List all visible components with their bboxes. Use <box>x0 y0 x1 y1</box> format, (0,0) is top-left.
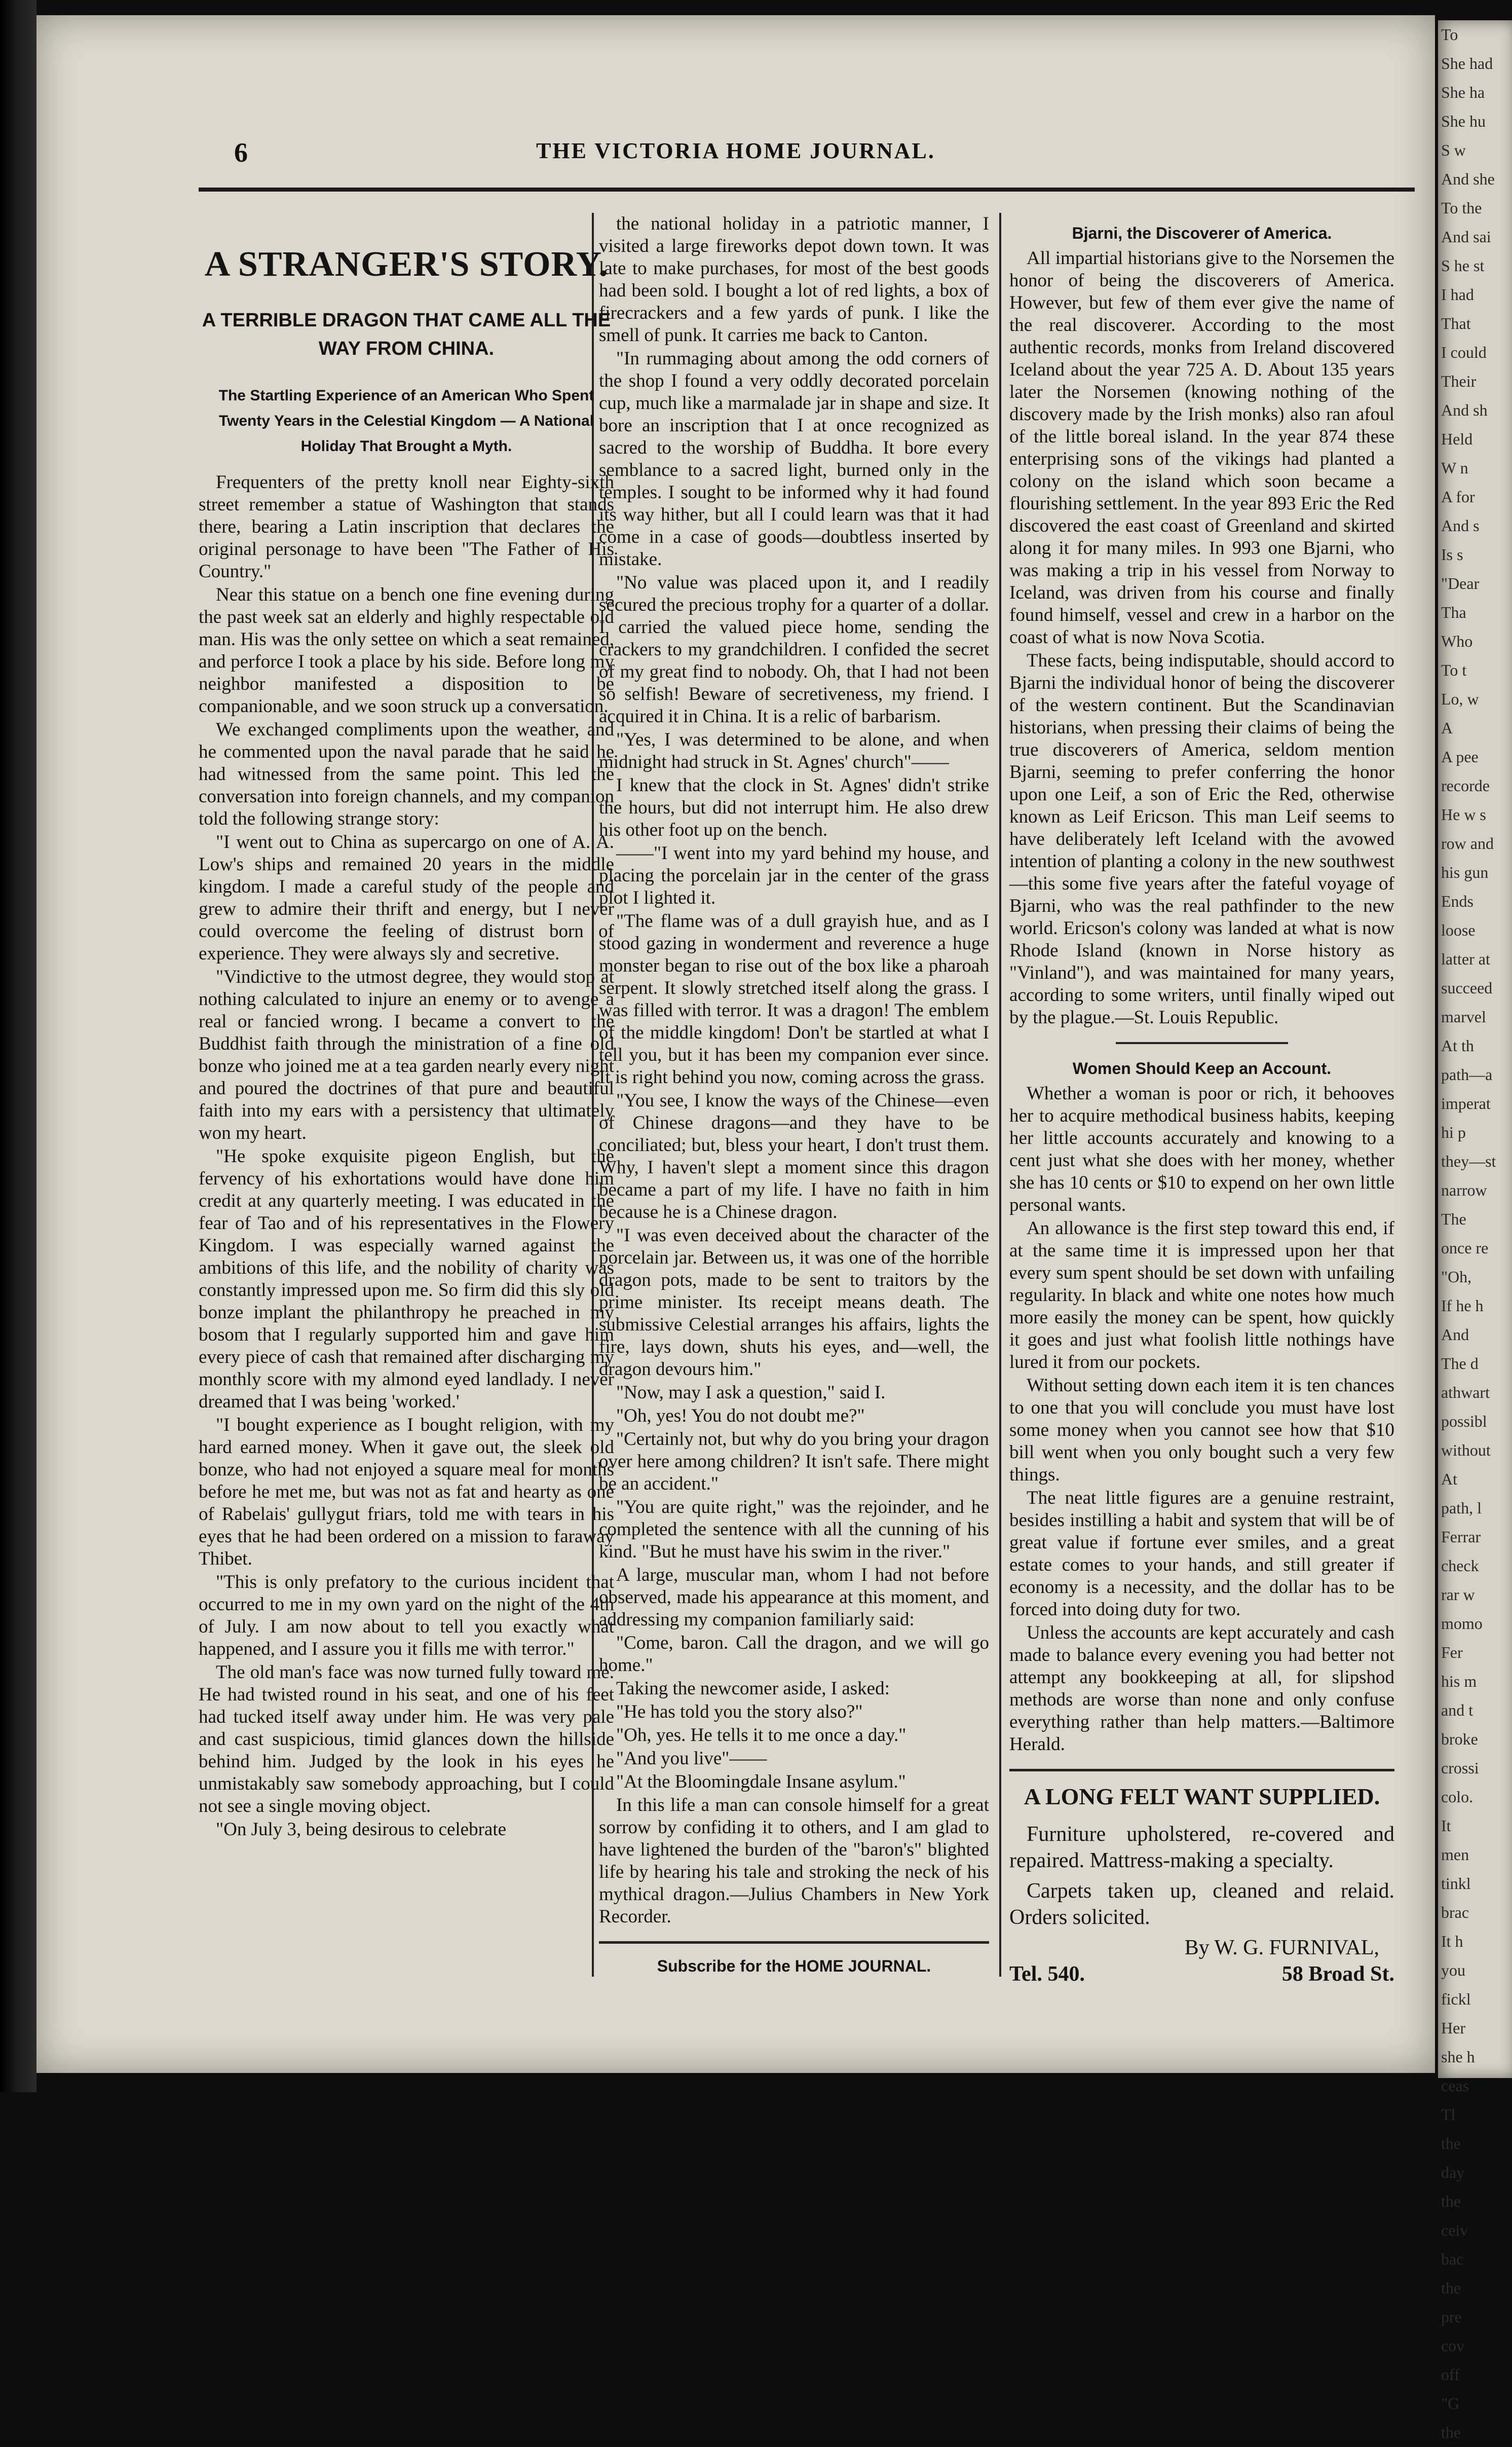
adjacent-page-fragment: The <box>1441 1210 1466 1228</box>
adjacent-page-fragment: fickl <box>1441 1990 1471 2008</box>
paragraph: "At the Bloomingdale Insane asylum." <box>616 1771 906 1792</box>
column-2 <box>599 213 989 2012</box>
adjacent-page-fragment: his m <box>1441 1672 1477 1690</box>
paragraph: Near this statue on a bench one fine evening during the past week sat an elderly and highly respectable old man. His was the only settee on which a seat remained, and perforce I took a place by his side. Before long my neighbor manifested a disposition to be companionable, and we soon struck up a conversation. <box>199 584 614 717</box>
adjacent-page-fragment: And she <box>1441 170 1495 188</box>
adjacent-page-fragment: "Oh, <box>1441 1268 1472 1286</box>
women-title: Women Should Keep an Account. <box>1072 1059 1332 1078</box>
adjacent-page-fragment: momo <box>1441 1614 1483 1633</box>
adjacent-page-fragment: She had <box>1441 54 1493 72</box>
paragraph: "I bought experience as I bought religion, with my hard earned money. When it gave out, the sleek old bonze, who had not enjoyed a square meal for months before he met me, but was not as fat and hearty as one of Rabelais' gullygut friars, told me with tears in his eyes that he had been ordered on a mission to faraway Thibet. <box>199 1415 614 1569</box>
paragraph: "Oh, yes. He tells it to me once a day." <box>616 1725 906 1746</box>
adjacent-page-fragment: path, l <box>1441 1499 1482 1517</box>
adjacent-page-fragment: The d <box>1441 1354 1479 1373</box>
paragraph: I knew that the clock in St. Agnes' didn't strike the hours, but did not interrupt him. He also drew his other foot up on the bench. <box>599 775 989 840</box>
adjacent-page-fragment: without <box>1441 1441 1491 1459</box>
masthead: THE VICTORIA HOME JOURNAL. <box>536 138 935 163</box>
adjacent-page-fragment: At <box>1441 1470 1457 1488</box>
paragraph: Taking the newcomer aside, I asked: <box>616 1678 890 1699</box>
header-rule <box>199 188 1415 192</box>
adjacent-page-fragment: Her <box>1441 2019 1465 2037</box>
adjacent-page-fragment: That <box>1441 314 1471 332</box>
adjacent-page-fragment: Ends <box>1441 892 1473 910</box>
adjacent-page-fragment: pre <box>1441 2308 1462 2326</box>
adjacent-page-fragment: they—st <box>1441 1152 1496 1170</box>
ad-headline: A LONG FELT WANT SUPPLIED. <box>1024 1784 1380 1809</box>
adjacent-page-fragment: If he h <box>1441 1296 1484 1315</box>
newspaper-page <box>36 15 1435 2073</box>
adjacent-page-fragment: S he st <box>1441 256 1485 275</box>
adjacent-page-fragment: off <box>1441 2365 1460 2384</box>
adjacent-page-fragment: the <box>1441 2423 1461 2441</box>
adjacent-page-fragment: "Dear <box>1441 574 1480 592</box>
paragraph: "In rummaging about among the odd corners of the shop I found a very oddly decorated porcelain cup, much like a marmalade jar in shape and size. It bore an inscription that I at once recognized as sacred to the worship of Buddha. It bore every semblance to a sacred light, burned only in the temples. I sought to be informed why it had found its way hither, but all I could learn was that it had come in a case of goods—doubtless inserted by mistake. <box>599 348 989 570</box>
paragraph: "Come, baron. Call the dragon, and we will go home." <box>599 1633 989 1676</box>
adjacent-page-fragment: Tl <box>1441 2105 1456 2124</box>
paragraph: "Yes, I was determined to be alone, and when midnight had struck in St. Agnes' church"—— <box>599 729 989 772</box>
adjacent-page-fragment: the <box>1441 2192 1461 2210</box>
adjacent-page-fragment: Who <box>1441 632 1473 650</box>
adjacent-page-fragment: At th <box>1441 1036 1474 1055</box>
paragraph: ——"I went into my yard behind my house, and placing the porcelain jar in the center of the grass plot I lighted it. <box>599 843 989 908</box>
adjacent-page-fragment: Their <box>1441 372 1477 390</box>
adjacent-page-fragment: And s <box>1441 516 1480 535</box>
adjacent-page-fragment: I could <box>1441 343 1487 361</box>
adjacent-page-fragment: athwart <box>1441 1383 1490 1401</box>
adjacent-page-fragment: day <box>1441 2163 1465 2181</box>
ad-body <box>1009 1821 1394 1931</box>
paragraph: "The flame was of a dull grayish hue, and as I stood gazing in wonderment and reverence a huge monster began to rise out of the box like a pharoah serpent. It slowly stretched itself along the grass. I was filled with terror. It was a dragon! The emblem of the middle kingdom! Don't be startled at what I tell you, but it has been my companion ever since. It is right behind you now, coming across the grass. <box>599 911 989 1088</box>
bjarni-rule <box>1116 1042 1288 1044</box>
paragraph: "I went out to China as supercargo on one of A. A. Low's ships and remained 20 years in the middle kingdom. I made a careful study of the people and grew to admire their thrift and energy, but I never could overcome the feeling of distrust born of experience. They were always sly and secretive. <box>199 832 614 964</box>
paragraph: Without setting down each item it is ten chances to one that you will conclude you must have lost some money when you cannot see how that $10 bill went when you only bought such a very few things. <box>1009 1375 1394 1485</box>
paragraph: "You are quite right," was the rejoinder, and he completed the sentence with all the cunning of his kind. "But he must have his swim in the river." <box>599 1497 989 1562</box>
page-header <box>36 137 1435 182</box>
paragraph: The neat little figures are a genuine restraint, besides instilling a habit and system that will be of great value if fortune ever smiles, and a great estate comes to your hands, and still greater if economy is a necessity, and the dollar has to be forced into doing duty for two. <box>1009 1488 1394 1620</box>
adjacent-page-fragment: latter at <box>1441 950 1490 968</box>
adjacent-page-fragment: and t <box>1441 1701 1473 1719</box>
paragraph: In this life a man can console himself for a great sorrow by confiding it to others, and I am glad to have lightened the burden of the "baron's" blighted life by hearing his tale and stroking the neck of his mythical dragon.—Julius Chambers in New York Recorder. <box>599 1795 989 1927</box>
column-3 <box>1009 213 1394 2012</box>
adjacent-page-fragment: Fer <box>1441 1643 1463 1661</box>
column-2-rule <box>599 1941 989 1944</box>
adjacent-page-fragment: crossi <box>1441 1759 1479 1777</box>
paragraph: Unless the accounts are kept accurately and cash made to balance every evening you had better not attempt any bookkeeping at all, for slipshod methods are worse than none and only confuse everything rather than help matters.—Baltimore Herald. <box>1009 1622 1394 1755</box>
adjacent-page-fragment: A <box>1441 719 1453 737</box>
adjacent-page-fragment: Lo, w <box>1441 690 1479 708</box>
paragraph: "Now, may I ask a question," said I. <box>616 1382 886 1403</box>
paragraph: "This is only prefatory to the curious incident that occurred to me in my own yard on the night of the 4th of July. I am now about to tell you exactly what happened, and I assure you it fills me with terror." <box>199 1572 614 1659</box>
ad-signature: By W. G. FURNIVAL, <box>1184 1936 1379 1959</box>
adjacent-page-fragment: once re <box>1441 1239 1489 1257</box>
adjacent-page-edge <box>1438 20 1512 2441</box>
adjacent-page-fragment: "G <box>1441 2394 1460 2413</box>
stranger-deck: The Startling Experience of an American Who Spent Twenty Years in the Celestial Kingdom — A National Holiday That Brought a Myth. <box>218 387 594 455</box>
adjacent-page-fragment: broke <box>1441 1730 1478 1748</box>
adjacent-page-fragment: imperat <box>1441 1094 1491 1113</box>
adjacent-page-fragment: And sai <box>1441 228 1491 246</box>
adjacent-page-fragment: A for <box>1441 488 1475 506</box>
paragraph: "You see, I know the ways of the Chinese—even of Chinese dragons—and they have to be conciliated; but, bless your heart, I don't trust them. Why, I haven't slept a moment since this dragon became a part of my life. I have no faith in him because he is a Chinese dragon. <box>599 1090 989 1222</box>
adjacent-page-fragment: you <box>1441 1961 1465 1979</box>
paragraph: A large, muscular man, whom I had not before observed, made his appearance at this moment, and addressing my companion familiarly said: <box>599 1565 989 1630</box>
adjacent-page-fragment: check <box>1441 1556 1479 1575</box>
paragraph: "He spoke exquisite pigeon English, but the fervency of his exhortations would have done him credit at any quarterly meeting. I was educated in the fear of Tao and of his representatives in the Flowery Kingdom. I was especially warned against the ambitions of this life, and the nobility of charity was constantly impressed upon me. So firm did this sly old bonze implant the philanthropy he preached in my bosom that I regularly supported him and gave him every piece of cash that remained after discharging my monthly score with my almond eyed landlady. I never dreamed that I was being 'worked.' <box>199 1146 614 1412</box>
ad-address: 58 Broad St. <box>1281 1962 1394 1986</box>
adjacent-page-fragment: He w s <box>1441 805 1486 824</box>
adjacent-page-fragment: She hu <box>1441 112 1486 130</box>
ad-contact <box>1009 1961 1394 1987</box>
column-1 <box>199 213 614 2012</box>
adjacent-page-fragment: It h <box>1441 1932 1463 1950</box>
adjacent-page-fragment: loose <box>1441 921 1476 939</box>
adjacent-page-fragment: bac <box>1441 2250 1464 2268</box>
paragraph: "Certainly not, but why do you bring your dragon over here among children? It isn't safe. There might be an accident." <box>599 1429 989 1494</box>
book-binding-shadow <box>0 0 36 2092</box>
paragraph: "No value was placed upon it, and I readily secured the precious trophy for a quarter of a dollar. I carried the valued piece home, sending the crackers to my grandchildren. I confided the secret of my great find to nobody. Oh, that I had not been so selfish! Beware of secretiveness, my friend. I acquired it in China. It is a relic of barbarism. <box>599 572 989 727</box>
stranger-body-part-2 <box>599 213 989 1928</box>
ad-rule <box>1009 1769 1394 1771</box>
adjacent-page-fragment: recorde <box>1441 776 1490 795</box>
adjacent-page-fragment: I had <box>1441 285 1474 304</box>
adjacent-page-fragment: possibl <box>1441 1412 1487 1430</box>
adjacent-page-fragment: Tha <box>1441 603 1466 621</box>
ad-line: Carpets taken up, cleaned and relaid. Orders solicited. <box>1009 1879 1394 1929</box>
adjacent-page-fragment: Ferrar <box>1441 1528 1481 1546</box>
ad-line: Furniture upholstered, re-covered and repaired. Mattress-making a specialty. <box>1009 1823 1394 1872</box>
adjacent-page-fragment: succeed <box>1441 979 1493 997</box>
subscribe-notice: Subscribe for the HOME JOURNAL. <box>657 1957 931 1975</box>
adjacent-page-fragment: ceiv <box>1441 2221 1468 2239</box>
adjacent-page-fragment: To t <box>1441 661 1467 679</box>
stranger-body-part-1 <box>199 471 614 1841</box>
adjacent-page-fragment: Held <box>1441 430 1473 448</box>
stranger-headline: A STRANGER'S STORY. <box>204 245 609 284</box>
paragraph: These facts, being indisputable, should accord to Bjarni the individual honor of being the discoverer of the western continent. But the Scandinavian historians, when pressing their claims of being the true discoverers of America, seldom mention Bjarni, seeming to prefer conferring the honor upon one Leif, a son of Eric the Red, otherwise known as Leif Ericson. This man Leif seems to have deliberately left Iceland with the avowed intention of planting a colony in the new southwest—this some five years after the fateful voyage of Bjarni, who was the real pathfinder to the new world. Ericson's colony was landed at what is now Rhode Island (known in Norse history as "Vinland"), and was maintained for many years, according to some writers, until finally wiped out by the plague.—St. Louis Republic. <box>1009 650 1394 1028</box>
paragraph: All impartial historians give to the Norsemen the honor of being the discoverers of America. However, but few of them ever give the name of the real discoverer. According to the most authentic records, monks from Ireland discovered Iceland about the year 725 A. D. About 135 years later the Norsemen (knowing nothing of the discovery made by the Irish monks) also ran afoul of the little boreal island. In the year 874 these enterprising sons of the vikings had planted a colony on the island which soon became a flourishing settlement. In the year 893 Eric the Red discovered the east coast of Greenland and skirted along it for many miles. In 993 one Bjarni, who was making a trip in his vessel from Norway to Iceland, was driven from his course and finally found himself, vessel and crew in a harbor on the coast of what is now Nova Scotia. <box>1009 248 1394 648</box>
adjacent-page-fragment: the <box>1441 2279 1461 2297</box>
adjacent-page-fragment: cov <box>1441 2337 1465 2355</box>
adjacent-page-fragment: A pee <box>1441 748 1479 766</box>
adjacent-page-fragment: path—a <box>1441 1065 1493 1084</box>
adjacent-page-fragment: colo. <box>1441 1788 1473 1806</box>
adjacent-page-fragment: hi p <box>1441 1123 1466 1141</box>
paragraph: "Vindictive to the utmost degree, they would stop at nothing calculated to injure an enemy or to avenge a real or fancied wrong. I became a convert to the Buddhist faith through the ministration of a fine old bonze who joined me at a tea garden nearly every night and poured the doctrines of that pure and beautiful faith into my ears with a persistency that ultimately won my heart. <box>199 967 614 1143</box>
adjacent-page-fragment: Is s <box>1441 545 1463 564</box>
adjacent-page-fragment: And sh <box>1441 401 1488 419</box>
adjacent-page-fragment: W n <box>1441 459 1468 477</box>
paragraph: Frequenters of the pretty knoll near Eighty-sixth street remember a statue of Washington that stands there, bearing a Latin inscription that declares the original personage to have been "The Father of His Country." <box>199 472 614 582</box>
paragraph: We exchanged compliments upon the weather, and he commented upon the naval parade that he said he had witnessed from the same point. This led the conversation into foreign channels, and my companion told the following strange story: <box>199 719 614 829</box>
adjacent-page-fragment: And <box>1441 1325 1469 1344</box>
adjacent-page-fragment: narrow <box>1441 1181 1487 1199</box>
furnival-advertisement <box>1009 1783 1394 1987</box>
adjacent-page-fragment: row and <box>1441 834 1494 852</box>
bjarni-title: Bjarni, the Discoverer of America. <box>1072 224 1332 242</box>
ad-telephone: Tel. 540. <box>1009 1962 1085 1986</box>
adjacent-page-fragment: brac <box>1441 1903 1469 1921</box>
adjacent-page-fragment: S w <box>1441 141 1466 159</box>
paragraph: "I was even deceived about the character of the porcelain jar. Between us, it was one of the horrible dragon pots, made to be sent to traitors by the prime minister. Its receipt means death. The submissive Celestial arranges his affairs, lights the fire, lays down, shuts his eyes, and—well, the dragon devours him." <box>599 1225 989 1380</box>
adjacent-page-fragment: the <box>1441 2134 1461 2153</box>
paragraph: "He has told you the story also?" <box>616 1701 863 1722</box>
adjacent-page-fragment: rar w <box>1441 1585 1475 1604</box>
paragraph: "Oh, yes! You do not doubt me?" <box>616 1405 865 1426</box>
stranger-subhead: A TERRIBLE DRAGON THAT CAME ALL THE WAY FROM CHINA. <box>202 310 611 359</box>
adjacent-page-fragment: marvel <box>1441 1008 1486 1026</box>
bjarni-body <box>1009 247 1394 1029</box>
page-number: 6 <box>234 137 248 168</box>
paragraph: Whether a woman is poor or rich, it behooves her to acquire methodical business habits, keeping her little accounts accurately and knowing to a cent just what she does with her money, whether she has 10 cents or $10 to expend on her own little personal wants. <box>1009 1083 1394 1215</box>
adjacent-page-fragment: To <box>1441 25 1458 44</box>
adjacent-page-fragment: To the <box>1441 199 1482 217</box>
paragraph: "And you live"—— <box>616 1748 767 1769</box>
women-body <box>1009 1083 1394 1756</box>
paragraph: An allowance is the first step toward this end, if at the same time it is impressed upon her that every sum spent should be set down with unfailing regularity. In black and white one notes how much more easily the money can be spent, how quickly it goes and just what foolish little nothings have lured it from our pockets. <box>1009 1218 1394 1373</box>
adjacent-page-fragment: his gun <box>1441 863 1489 881</box>
adjacent-page-fragment: She ha <box>1441 83 1485 101</box>
paragraph: The old man's face was now turned fully toward me. He had twisted round in his seat, and one of his feet had tucked itself away under him. He was very pale and cast suspicious, timid glances down the hillside behind him. Judged by the look in his eyes he unmistakably saw somebody approaching, but I could not see a single moving object. <box>199 1662 614 1816</box>
column-rule-2 <box>999 213 1001 1977</box>
paragraph: "On July 3, being desirous to celebrate <box>216 1819 507 1840</box>
adjacent-page-fragment: It <box>1441 1816 1451 1835</box>
adjacent-page-fragment: men <box>1441 1845 1469 1864</box>
adjacent-page-fragment: she h <box>1441 2048 1475 2066</box>
adjacent-page-fragment: tinkl <box>1441 1874 1471 1893</box>
adjacent-page-fragment: ceas <box>1441 2077 1469 2095</box>
paragraph: the national holiday in a patriotic manner, I visited a large fireworks depot down town. It was late to make purchases, for most of the best goods had been sold. I bought a lot of red lights, a box of firecrackers and a few yards of punk. I like the smell of punk. It carries me back to Canton. <box>599 213 989 346</box>
